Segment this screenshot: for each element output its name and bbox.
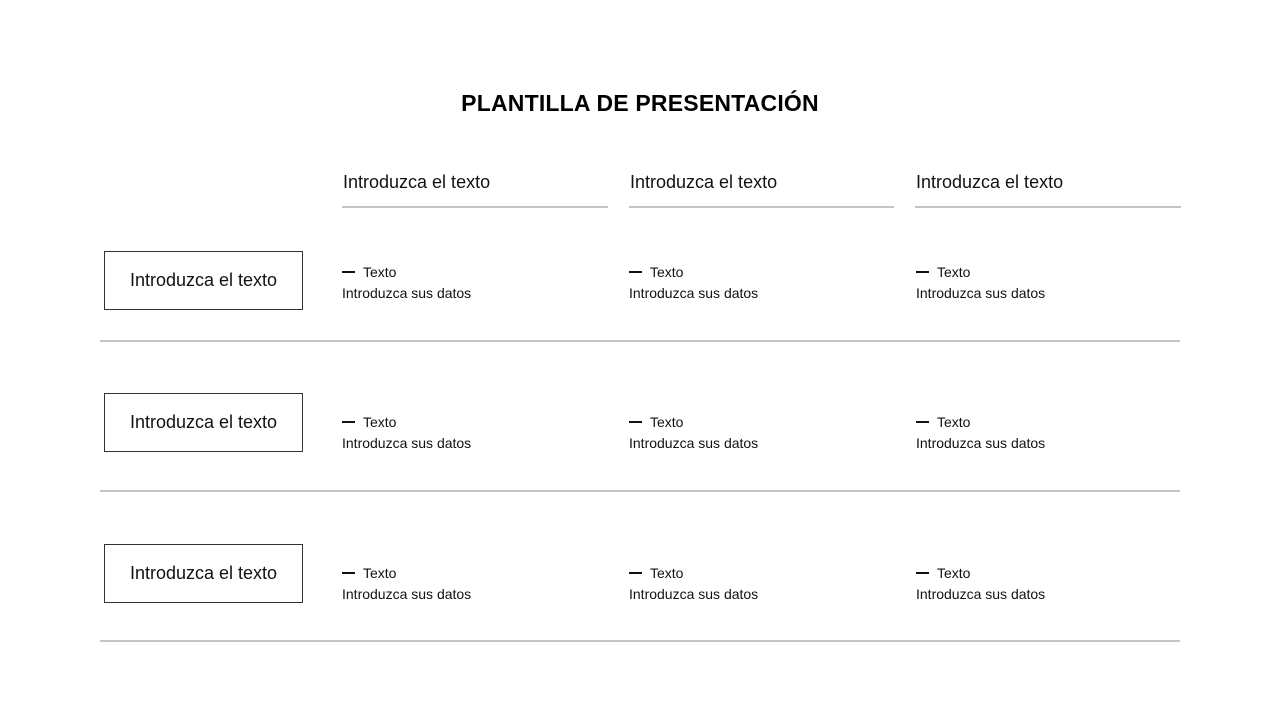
cell-label-text: Texto <box>650 264 684 280</box>
table-cell <box>342 564 592 602</box>
column-header-1: Introduzca el texto <box>342 172 608 208</box>
dash-icon <box>916 572 929 574</box>
dash-icon <box>629 572 642 574</box>
dash-icon <box>342 271 355 273</box>
table-cell <box>629 413 879 451</box>
dash-icon <box>342 572 355 574</box>
dash-icon <box>629 421 642 423</box>
cell-value: Introduzca sus datos <box>629 435 759 451</box>
row-label-box-1: Introduzca el texto <box>104 251 303 310</box>
cell-label <box>342 413 592 431</box>
table-cell <box>342 413 592 451</box>
cell-label-text: Texto <box>363 264 397 280</box>
table-cell <box>342 263 592 301</box>
cell-label-text: Texto <box>363 414 397 430</box>
cell-value: Introduzca sus datos <box>916 586 1046 602</box>
cell-value: Introduzca sus datos <box>916 285 1046 301</box>
cell-value: Introduzca sus datos <box>342 285 472 301</box>
cell-label <box>629 413 879 431</box>
dash-icon <box>916 271 929 273</box>
row-label-box-3: Introduzca el texto <box>104 544 303 603</box>
dash-icon <box>916 421 929 423</box>
row-divider <box>100 640 1180 642</box>
cell-label <box>916 413 1166 431</box>
page-title: PLANTILLA DE PRESENTACIÓN <box>461 90 819 116</box>
table-cell <box>916 413 1166 451</box>
row-divider <box>100 340 1180 342</box>
table-cell <box>629 263 879 301</box>
dash-icon <box>342 421 355 423</box>
table-cell <box>916 263 1166 301</box>
cell-label-text: Texto <box>363 565 397 581</box>
cell-value: Introduzca sus datos <box>342 435 472 451</box>
row-label-box-2: Introduzca el texto <box>104 393 303 452</box>
cell-label <box>916 263 1166 281</box>
row-divider <box>100 490 1180 492</box>
dash-icon <box>629 271 642 273</box>
cell-label <box>342 564 592 582</box>
cell-value: Introduzca sus datos <box>342 586 472 602</box>
cell-value: Introduzca sus datos <box>629 285 759 301</box>
cell-label <box>629 564 879 582</box>
column-header-3: Introduzca el texto <box>915 172 1181 208</box>
cell-label-text: Texto <box>937 264 971 280</box>
cell-value: Introduzca sus datos <box>629 586 759 602</box>
cell-label <box>629 263 879 281</box>
cell-label <box>916 564 1166 582</box>
table-cell <box>916 564 1166 602</box>
table-cell <box>629 564 879 602</box>
column-header-2: Introduzca el texto <box>629 172 894 208</box>
cell-label-text: Texto <box>937 414 971 430</box>
cell-label <box>342 263 592 281</box>
cell-value: Introduzca sus datos <box>916 435 1046 451</box>
cell-label-text: Texto <box>650 414 684 430</box>
cell-label-text: Texto <box>650 565 684 581</box>
cell-label-text: Texto <box>937 565 971 581</box>
